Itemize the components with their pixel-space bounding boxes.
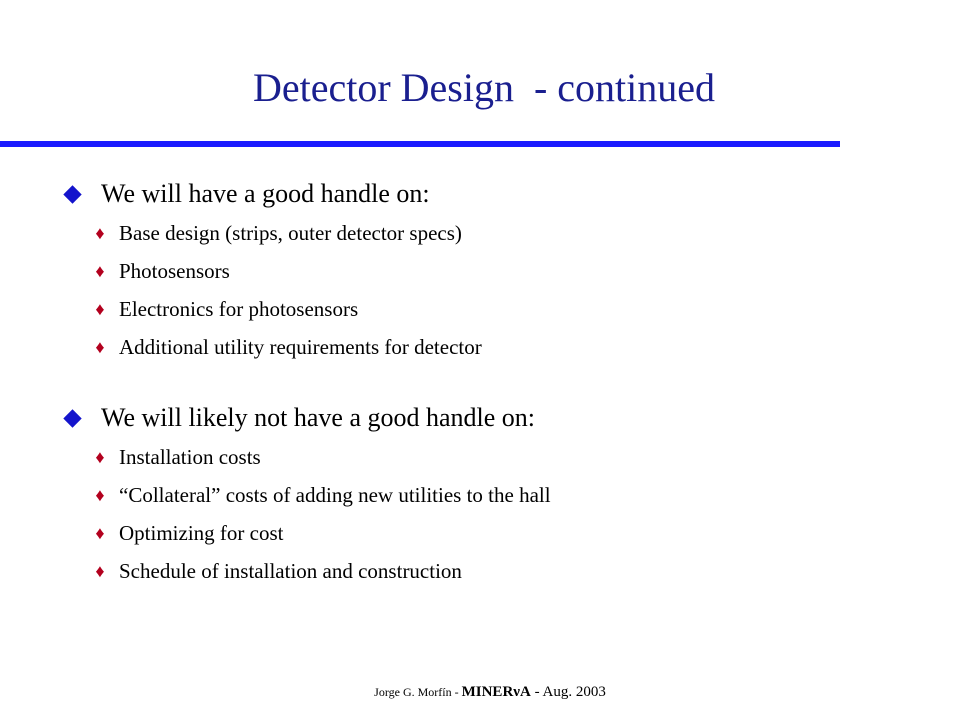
- section-heading-row: [64, 398, 924, 438]
- list-item: [64, 514, 924, 552]
- slide-title: Detector Design - continued: [252, 65, 716, 110]
- footer-separator: -: [451, 685, 462, 699]
- section-not-good-handle: [64, 398, 924, 590]
- footer-date: - Aug. 2003: [530, 684, 606, 700]
- section-heading: We will likely not have a good handle on:: [101, 403, 536, 432]
- section-good-handle: [64, 174, 924, 366]
- small-diamond-icon: ♦: [95, 260, 105, 281]
- title-underline: [0, 141, 840, 147]
- small-diamond-icon: ♦: [95, 222, 105, 243]
- list-item: [64, 476, 924, 514]
- small-diamond-icon: ♦: [95, 522, 105, 543]
- bullet-list: [64, 214, 924, 366]
- small-diamond-icon: ♦: [95, 298, 105, 319]
- list-item-text: Installation costs: [119, 445, 261, 469]
- list-item: [64, 290, 924, 328]
- section-heading-row: [64, 174, 924, 214]
- bullet-list: [64, 438, 924, 590]
- diamond-icon: [63, 409, 81, 427]
- list-item-text: Additional utility requirements for detector: [119, 335, 482, 359]
- list-item: [64, 214, 924, 252]
- footer-experiment: MINERνA: [461, 684, 531, 700]
- footer-author: Jorge G. Morfín: [374, 685, 452, 699]
- small-diamond-icon: ♦: [95, 336, 105, 357]
- list-item: [64, 252, 924, 290]
- slide-footer: [0, 683, 960, 702]
- list-item: [64, 328, 924, 366]
- small-diamond-icon: ♦: [95, 446, 105, 467]
- list-item: [64, 438, 924, 476]
- section-heading: We will have a good handle on:: [101, 179, 430, 208]
- list-item: [64, 552, 924, 590]
- small-diamond-icon: ♦: [95, 560, 105, 581]
- list-item-text: Photosensors: [119, 259, 230, 283]
- list-item-text: Electronics for photosensors: [119, 297, 359, 321]
- list-item-text: Optimizing for cost: [119, 521, 284, 545]
- diamond-icon: [63, 185, 81, 203]
- list-item-text: Schedule of installation and construction: [119, 559, 462, 583]
- small-diamond-icon: ♦: [95, 484, 105, 505]
- list-item-text: Base design (strips, outer detector specs): [119, 221, 462, 245]
- list-item-text: “Collateral” costs of adding new utilities to the hall: [119, 483, 551, 507]
